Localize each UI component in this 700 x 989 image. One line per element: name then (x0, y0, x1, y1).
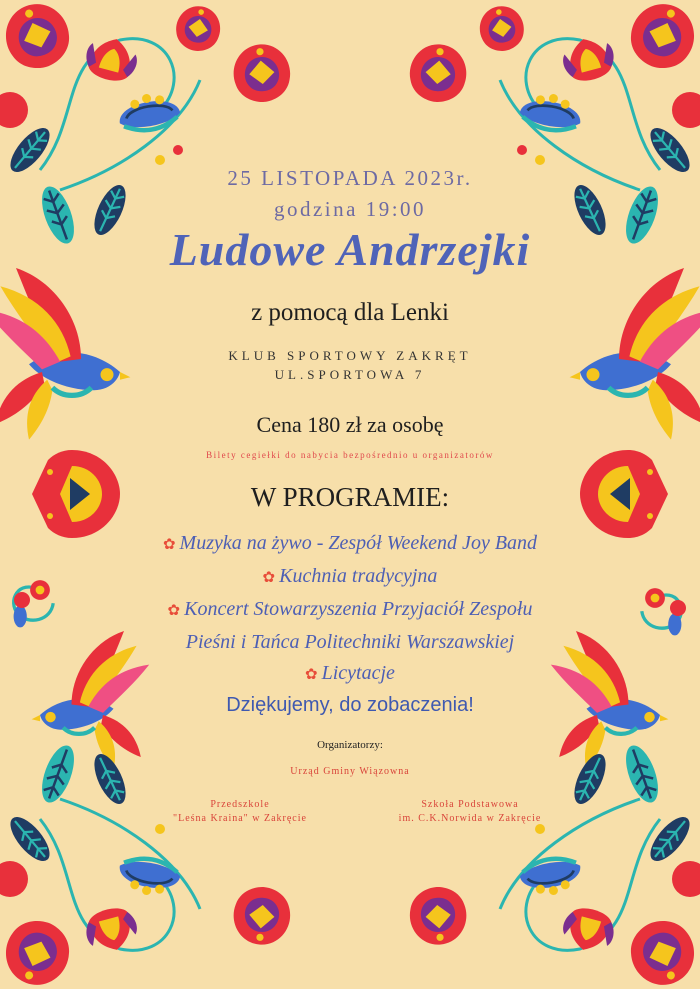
program-item (0, 658, 700, 691)
organizer-right (370, 798, 570, 826)
program-item-label: Muzyka na żywo - Zespół Weekend Joy Band (179, 532, 538, 554)
flower-bullet-icon: ✿ (262, 570, 276, 586)
flower-bullet-icon: ✿ (162, 537, 176, 553)
program-item (0, 528, 700, 561)
venue-street: UL.SPORTOWA 7 (274, 367, 426, 382)
organizer-left-line2: "Leśna Kraina" w Zakręcie (173, 813, 307, 824)
venue-name: KLUB SPORTOWY ZAKRĘT (228, 348, 472, 363)
program-item-label: Licytacje (321, 662, 395, 684)
closing-message: Dziękujemy, do zobaczenia! (226, 694, 474, 716)
program-item (0, 561, 700, 594)
program-item-label: Kuchnia tradycyjna (279, 565, 438, 587)
ticket-price: Cena 180 zł za osobę (256, 412, 444, 437)
program-item-label: Pieśni i Tańca Politechniki Warszawskiej (185, 631, 515, 653)
program-item-label: Koncert Stowarzyszenia Przyjaciół Zespołu (184, 598, 533, 620)
program-item-continuation (0, 627, 700, 658)
program-item (0, 594, 700, 627)
flower-bullet-icon: ✿ (167, 603, 181, 619)
event-date: 25 LISTOPADA 2023r. (227, 166, 473, 190)
organizer-left (140, 798, 340, 826)
program-heading: W PROGRAMIE: (250, 482, 450, 512)
tickets-note: Bilety cegiełki do nabycia bezpośrednio u organizatorów (206, 450, 494, 460)
event-time: godzina 19:00 (273, 197, 427, 221)
event-subtitle: z pomocą dla Lenki (251, 299, 449, 326)
organizers-heading: Organizatorzy: (317, 739, 383, 751)
organizer-right-line1: Szkoła Podstawowa (421, 799, 519, 810)
organizer-main: Urząd Gminy Wiązowna (290, 766, 410, 777)
organizer-left-line1: Przedszkole (210, 799, 270, 810)
flower-bullet-icon: ✿ (305, 667, 318, 683)
organizer-right-line2: im. C.K.Norwida w Zakręcie (398, 813, 542, 824)
program-list (0, 528, 700, 691)
event-title: Ludowe Andrzejki (169, 224, 531, 275)
